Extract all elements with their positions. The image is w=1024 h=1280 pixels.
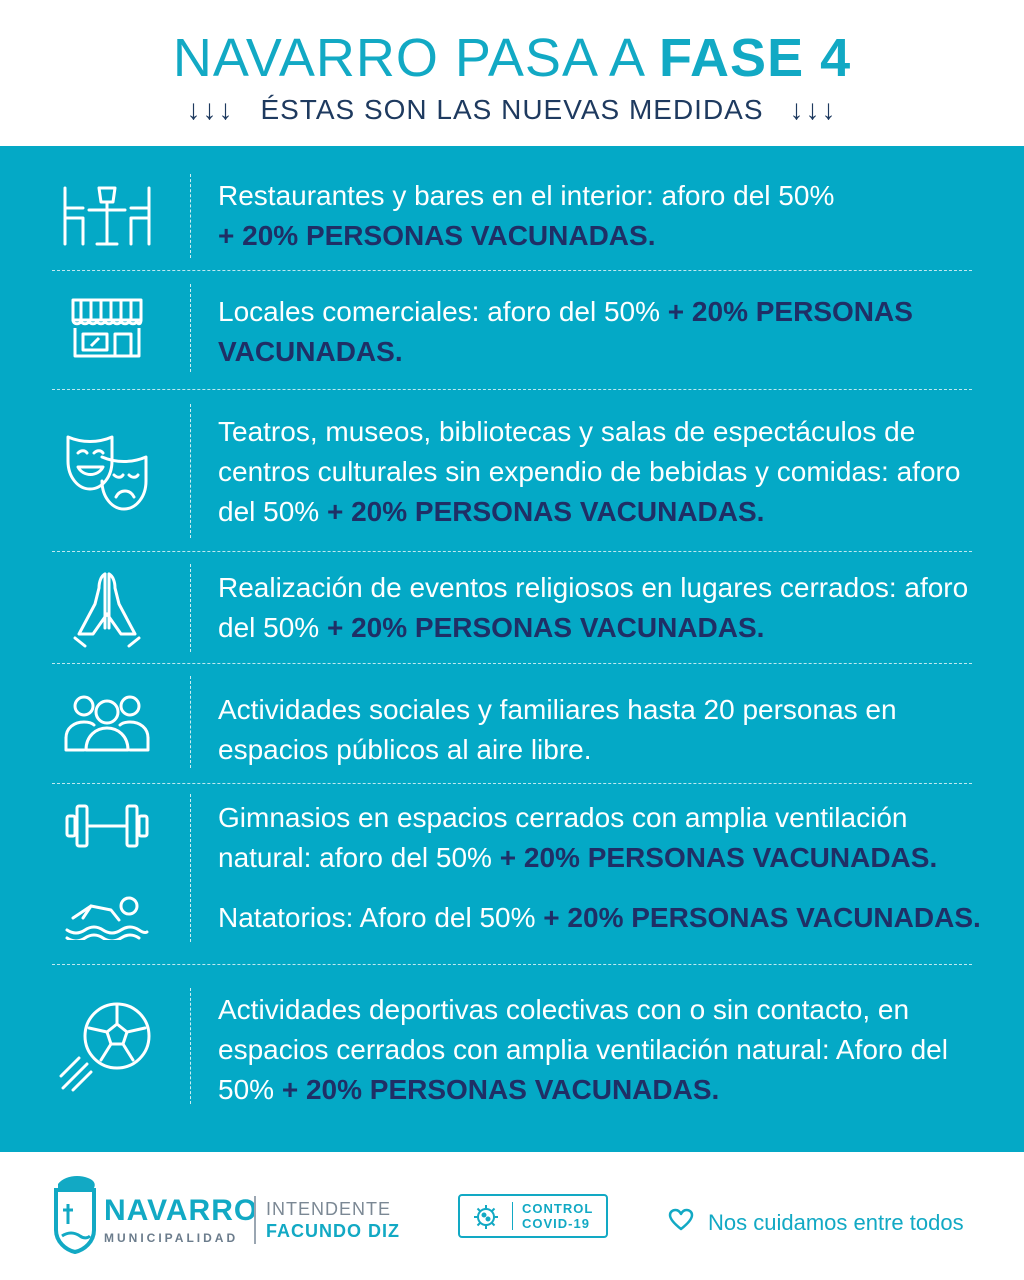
title-normal: NAVARRO PASA A — [172, 28, 660, 88]
subtitle-text: ÉSTAS SON LAS NUEVAS MEDIDAS — [260, 94, 764, 125]
measure-text-main: Locales comerciales: aforo del 50% — [218, 296, 661, 327]
row-separator — [52, 783, 972, 784]
measure-text-main: Teatros, museos, bibliotecas y salas de espectáculos de centros culturales sin expendio de bebidas y comidas: aforo del 50% — [218, 416, 961, 527]
covid-line2: COVID-19 — [522, 1216, 590, 1231]
motto — [668, 1208, 964, 1237]
measure-text — [218, 568, 998, 648]
brand-sub: MUNICIPALIDAD — [104, 1231, 239, 1245]
measure-text — [218, 990, 998, 1110]
theater-masks-icon — [52, 404, 162, 538]
down-arrows-right-icon: ↓↓↓ — [789, 94, 838, 125]
restaurant-icon — [52, 174, 162, 258]
measure-highlight: + 20% PERSONAS VACUNADAS. — [543, 902, 981, 933]
brand-name: NAVARRO — [104, 1194, 259, 1227]
row-divider — [190, 676, 191, 768]
covid-badge-divider — [512, 1202, 513, 1230]
row-divider — [190, 564, 191, 652]
measure-text-gym — [218, 798, 998, 878]
measure-text — [218, 292, 998, 372]
footer — [0, 1152, 1024, 1280]
footer-divider — [254, 1196, 256, 1244]
swimmer-icon — [52, 890, 162, 942]
covid-line1: CONTROL — [522, 1201, 594, 1216]
virus-icon — [470, 1202, 502, 1237]
row-separator — [52, 964, 972, 965]
heart-icon — [668, 1208, 694, 1237]
measure-highlight: + 20% PERSONAS VACUNADAS. — [326, 612, 765, 643]
covid-badge-text — [522, 1201, 593, 1231]
measure-row-restaurants — [52, 174, 972, 258]
measure-text-main: Actividades deportivas colectivas con o sin contacto, en espacios cerrados con amplia ventilación natural: Aforo del 50% — [218, 994, 948, 1105]
covid-control-badge — [458, 1194, 608, 1238]
row-divider — [190, 794, 191, 942]
measure-row-theaters — [52, 404, 972, 538]
row-divider — [190, 404, 191, 538]
measure-row-stores — [52, 284, 972, 372]
intendente-block — [266, 1198, 400, 1242]
group-people-icon — [52, 676, 162, 768]
measure-text — [218, 176, 998, 256]
municipal-shield-icon — [52, 1174, 98, 1259]
intendente-label: INTENDENTE — [266, 1199, 392, 1219]
row-separator — [52, 551, 972, 552]
row-separator — [52, 270, 972, 271]
store-icon — [52, 284, 162, 372]
page-title — [0, 28, 1024, 88]
measure-highlight: + 20% PERSONAS VACUNADAS. — [499, 842, 938, 873]
measure-highlight: + 20% PERSONAS VACUNADAS. — [218, 220, 656, 251]
row-divider — [190, 988, 191, 1104]
title-bold: FASE 4 — [659, 28, 852, 88]
dumbbell-icon — [52, 798, 162, 854]
intendente-name: FACUNDO DIZ — [266, 1221, 400, 1241]
measure-highlight: + 20% PERSONAS VACUNADAS. — [326, 496, 765, 527]
measure-highlight: + 20% PERSONAS VACUNADAS. — [281, 1074, 720, 1105]
measure-text-main: Realización de eventos religiosos en lugares cerrados: aforo del 50% — [218, 572, 969, 643]
measure-text-main: Actividades sociales y familiares hasta 20 personas en espacios públicos al aire libre. — [218, 694, 897, 765]
measure-row-sports — [52, 988, 972, 1104]
measure-text-main: Restaurantes y bares en el interior: aforo del 50% — [218, 180, 835, 211]
measure-text-main: Gimnasios en espacios cerrados con amplia ventilación natural: aforo del 50% — [218, 802, 908, 873]
measure-row-religious — [52, 564, 972, 652]
measure-text-pool — [218, 898, 1018, 938]
header — [0, 0, 1024, 146]
measure-highlight: + 20% PERSONAS VACUNADAS. — [218, 296, 913, 367]
row-separator — [52, 389, 972, 390]
row-divider — [190, 284, 191, 372]
praying-hands-icon — [52, 564, 162, 652]
brand-logo — [104, 1196, 258, 1246]
row-separator — [52, 663, 972, 664]
measure-text-main: Natatorios: Aforo del 50% — [218, 902, 536, 933]
measures-panel — [0, 146, 1024, 1152]
soccer-ball-icon — [52, 988, 162, 1104]
page-subtitle — [0, 92, 1024, 128]
row-divider — [190, 174, 191, 258]
measure-text — [218, 690, 998, 770]
measure-row-gym-pool — [52, 794, 981, 942]
measure-row-social — [52, 676, 972, 768]
motto-text: Nos cuidamos entre todos — [708, 1209, 964, 1235]
down-arrows-left-icon: ↓↓↓ — [186, 94, 235, 125]
measure-text — [218, 412, 998, 532]
